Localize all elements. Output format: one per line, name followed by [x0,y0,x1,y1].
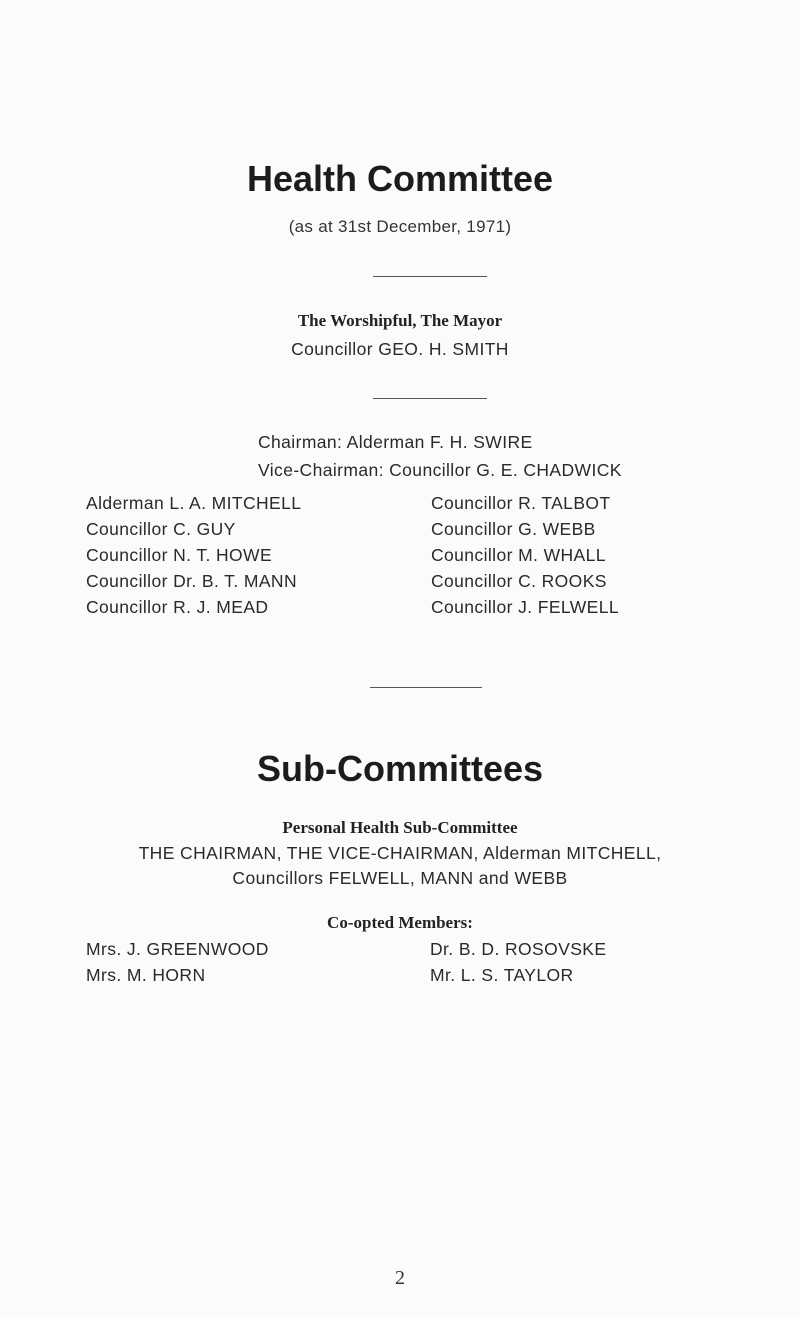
member-name: Councillor J. FELWELL [431,597,619,617]
coopted-right-column [430,936,606,988]
personal-health-heading: Personal Health Sub-Committee [282,818,518,837]
mayor-name: Councillor GEO. H. SMITH [291,339,509,359]
coopted-member: Mrs. M. HORN [86,965,206,985]
personal-health-members-line2: Councillors FELWELL, MANN and WEBB [232,868,568,888]
subcommittees-title: Sub-Committees [256,748,544,789]
personal-health-members-line1: THE CHAIRMAN, THE VICE-CHAIRMAN, Alderman MITCHELL, [138,843,662,863]
coopted-member: Dr. B. D. ROSOVSKE [430,939,607,959]
member-name: Councillor C. ROOKS [431,571,607,591]
member-name: Councillor C. GUY [86,519,236,539]
members-left-column [86,490,301,620]
member-name: Councillor M. WHALL [431,545,606,565]
coopted-heading: Co-opted Members: [327,913,473,932]
members-right-column [431,490,619,620]
coopted-left-column [86,936,269,988]
mayor-title: The Worshipful, The Mayor [297,311,503,330]
coopted-member: Mr. L. S. TAYLOR [430,965,574,985]
member-name: Alderman L. A. MITCHELL [86,493,302,513]
member-name: Councillor R. J. MEAD [86,597,269,617]
chairman-line: Chairman: Alderman F. H. SWIRE [258,432,533,452]
member-name: Councillor R. TALBOT [431,493,611,513]
coopted-member: Mrs. J. GREENWOOD [86,939,269,959]
divider [370,687,482,688]
divider [373,398,487,399]
date-note: (as at 31st December, 1971) [288,217,512,236]
vice-chairman-line: Vice-Chairman: Councillor G. E. CHADWICK [258,460,622,480]
member-name: Councillor G. WEBB [431,519,596,539]
member-name: Councillor Dr. B. T. MANN [86,571,297,591]
page-title: Health Committee [246,158,554,199]
page-number: 2 [395,1267,405,1289]
member-name: Councillor N. T. HOWE [86,545,273,565]
divider [373,276,487,277]
